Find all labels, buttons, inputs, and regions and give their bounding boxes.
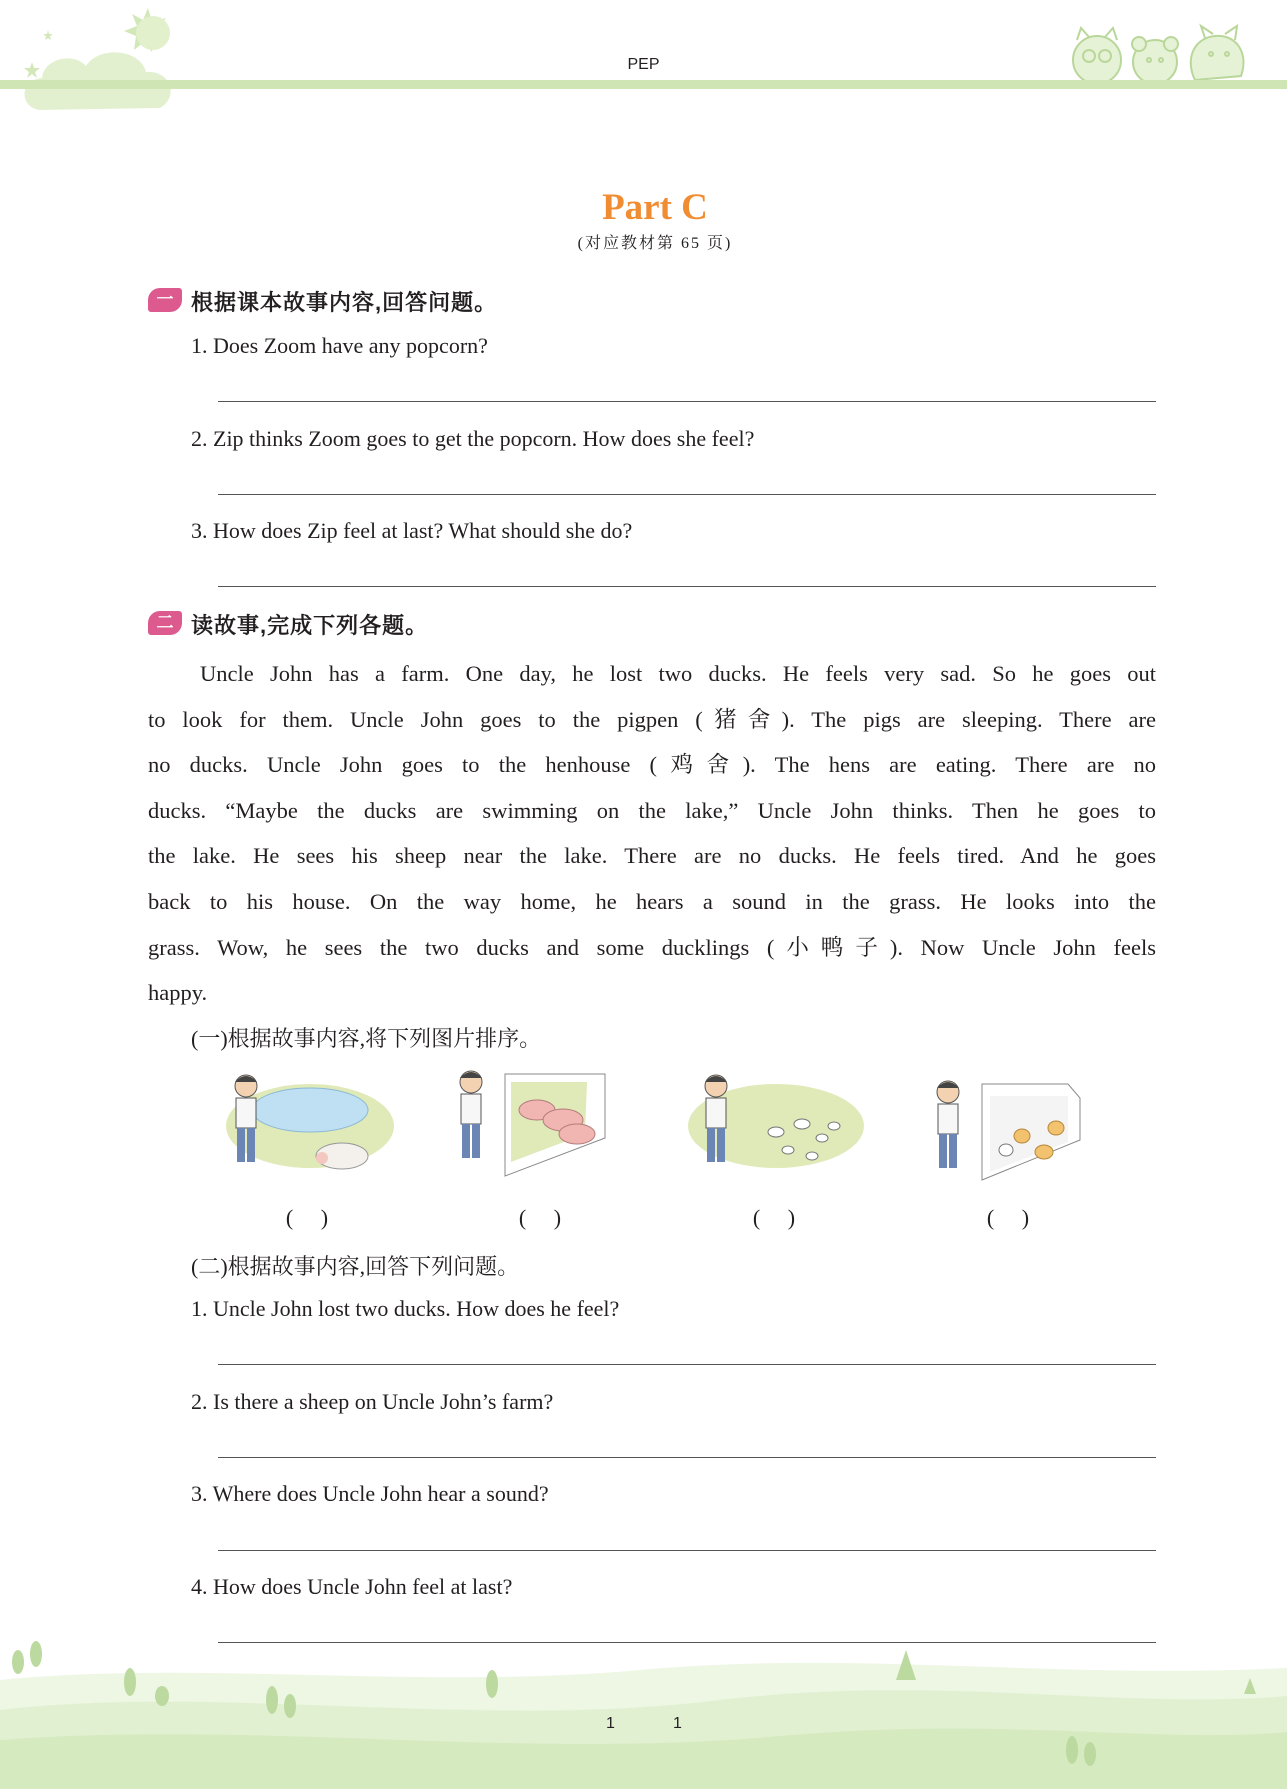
picture-henhouse-hens bbox=[928, 1080, 1084, 1184]
story-line: Uncle John has a farm. One day, he lost two ducks. He feels very sad. So he goes out bbox=[200, 661, 1156, 686]
part-2-title: (二)根据故事内容,回答下列问题。 bbox=[191, 1254, 520, 1279]
footer-page-right: 1 bbox=[673, 1715, 682, 1732]
section-2-title: 读故事,完成下列各题。 bbox=[191, 613, 429, 638]
story-line: happy. bbox=[148, 980, 208, 1006]
page-title: Part C bbox=[602, 187, 708, 228]
answer-line-1-2[interactable] bbox=[218, 494, 1156, 495]
section-1-question-2: 2. Zip thinks Zoom goes to get the popcorn. How does she feel? bbox=[191, 426, 755, 451]
order-blank-3[interactable]: ( ) bbox=[752, 1205, 796, 1230]
picture-grass-ducks bbox=[684, 1066, 864, 1178]
section-1-question-3: 3. How does Zip feel at last? What should she do? bbox=[191, 518, 633, 543]
part-2-question-3: 3. Where does Uncle John hear a sound? bbox=[191, 1481, 549, 1506]
footer-hills-decoration bbox=[0, 1640, 1287, 1789]
story-paragraph bbox=[148, 651, 1156, 1016]
section-1-title: 根据课本故事内容,回答问题。 bbox=[191, 290, 498, 315]
answer-line-1-3[interactable] bbox=[218, 586, 1156, 587]
answer-line-2-1[interactable] bbox=[218, 1364, 1156, 1365]
order-blank-4[interactable]: ( ) bbox=[986, 1205, 1030, 1230]
picture-pigpen-pigs bbox=[455, 1068, 615, 1178]
part-2-question-2: 2. Is there a sheep on Uncle John’s farm? bbox=[191, 1389, 554, 1414]
story-line: no ducks. Uncle John goes to the henhouse (鸡舍). The hens are eating. There are no bbox=[148, 752, 1156, 778]
answer-line-2-2[interactable] bbox=[218, 1457, 1156, 1458]
part-1-title: (一)根据故事内容,将下列图片排序。 bbox=[191, 1026, 542, 1051]
part-2-question-4: 4. How does Uncle John feel at last? bbox=[191, 1574, 513, 1599]
story-line: ducks. “Maybe the ducks are swimming on the lake,” Uncle John thinks. Then he goes to bbox=[148, 797, 1156, 823]
header-bar bbox=[0, 80, 1287, 89]
footer-page-left: 1 bbox=[606, 1715, 615, 1732]
story-line: the lake. He sees his sheep near the lake. There are no ducks. He feels tired. And he goes bbox=[148, 843, 1156, 869]
section-1-badge: 一 bbox=[148, 288, 182, 312]
story-line: to look for them. Uncle John goes to the pigpen (猪舍). The pigs are sleeping. There are bbox=[148, 706, 1156, 732]
picture-lake-sheep bbox=[218, 1066, 394, 1178]
header-label: PEP bbox=[627, 56, 660, 73]
section-1-question-1: 1. Does Zoom have any popcorn? bbox=[191, 333, 488, 358]
answer-line-2-3[interactable] bbox=[218, 1550, 1156, 1551]
story-line: back to his house. On the way home, he hears a sound in the grass. He looks into the bbox=[148, 888, 1156, 914]
section-2-badge: 二 bbox=[148, 611, 182, 635]
answer-line-1-1[interactable] bbox=[218, 401, 1156, 402]
story-line: grass. Wow, he sees the two ducks and some ducklings (小鸭子). Now Uncle John feels bbox=[148, 934, 1156, 960]
page-subtitle: (对应教材第 65 页) bbox=[577, 235, 733, 252]
part-2-question-1: 1. Uncle John lost two ducks. How does he feel? bbox=[191, 1296, 620, 1321]
order-blank-1[interactable]: ( ) bbox=[285, 1205, 329, 1230]
order-blank-2[interactable]: ( ) bbox=[518, 1205, 562, 1230]
